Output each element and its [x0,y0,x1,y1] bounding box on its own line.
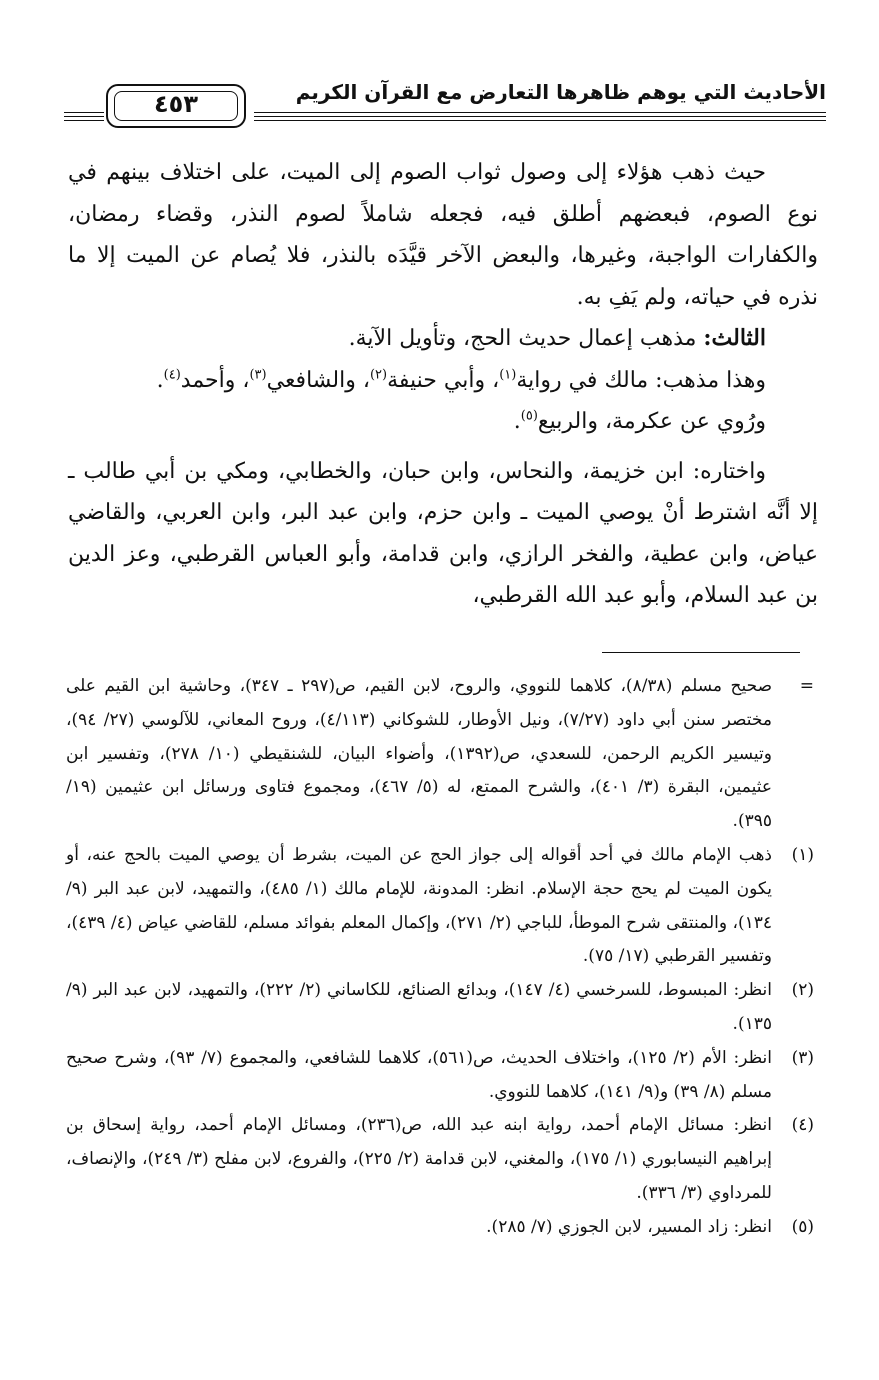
main-text [68,152,818,617]
footnote-ref: (٥) [520,408,538,424]
paragraph [68,401,818,443]
page-number-frame [106,84,246,128]
footnote-text: صحيح مسلم (٨/٣٨)، كلاهما للنووي، والروح، لابن القيم، ص(٢٩٧ ـ ٣٤٧)، وحاشية ابن القيم على مختصر سنن أبي داود (٧/٢٧)، ونيل الأوطار، للشوكاني (٤/١١٣)، وروح المعاني، للآلوسي (٢٧/ ٩٤)، وتيسير الكريم الرحمن، للسعدي، ص(١٣٩٢)، وأضواء البيان، للشنقيطي (١٠/ ٢٧٨)، وتفسير ابن عثيمين، البقرة (٣/ ٤٠١)، والشرح الممتع، له (٥/ ٤٦٧)، ومجموع فتاوى ورسائل ابن عثيمين (١٩/ ٣٩٥). [66,676,773,832]
paragraph-text: ، وأحمد [180,367,250,393]
footnote-marker: (٥) [791,1216,814,1237]
running-title: الأحاديث التي يوهم ظاهرها التعارض مع القرآن الكريم [295,80,826,104]
header-rule [64,112,104,113]
footnote [66,670,818,839]
header-rule [64,116,104,117]
footnote-marker: (١) [791,844,814,865]
header-rule [254,120,826,121]
paragraph: حيث ذهب هؤلاء إلى وصول ثواب الصوم إلى الميت، على اختلاف بينهم في نوع الصوم، فبعضهم أطلق فيه، فجعله شاملاً لصوم النذر، وقضاء رمضان، والكفارات الواجبة، وغيرها، والبعض الآخر قيَّدَه بالنذر، فلا يُصام عن الميت إلا ما نذره في حياته، ولم يَفِ به. [68,160,818,310]
footnote-ref: (٢) [369,367,388,383]
paragraph-text: . [156,367,164,393]
footnote-text: ذهب الإمام مالك في أحد أقواله إلى جواز الحج عن الميت، بشرط أن يوصي الميت بالحج عنه، أو يكون الميت لم يحج حجة الإسلام. انظر: المدونة، للإمام مالك (١/ ٤٨٥)، والتمهيد، لابن عبد البر (٩/ ١٣٤)، والمنتقى شرح الموطأ، للباجي (٢/ ٢٧١)، وإكمال المعلم بفوائد مسلم، للقاضي عياض (٤/ ٤٣٩)، وتفسير القرطبي (١٧/ ٧٥). [66,844,773,967]
running-header [64,72,826,130]
paragraph-text: وهذا مذهب: مالك في رواية [516,367,766,393]
footnotes [66,670,818,1245]
paragraph-text: . [513,409,521,434]
paragraph [68,318,818,360]
footnote [66,1109,818,1210]
footnote-text: انظر: مسائل الإمام أحمد، رواية ابنه عبد الله، ص(٢٣٦)، ومسائل الإمام أحمد، رواية إسحاق بن إبراهيم النيسابوري (١/ ١٧٥)، والمغني، لابن قدامة (٢/ ٢٢٥)، والفروع، لابن مفلح (٣/ ٢٤٩)، والإنصاف، للمرداوي (٣/ ٣٣٦). [66,1115,772,1203]
footnote-marker: (٢) [791,980,814,1001]
paragraph-text: ، وأبي حنيفة [387,367,500,393]
footnote-text: انظر: المبسوط، للسرخسي (٤/ ١٤٧)، وبدائع الصنائع، للكاساني (٢/ ٢٢٢)، والتمهيد، لابن عبد البر (٩/ ١٣٥). [66,980,772,1034]
footnote-separator [602,652,800,653]
paragraph-text: مذهب إعمال حديث الحج، وتأويل الآية. [348,326,704,351]
footnote [66,839,818,974]
footnote [66,974,818,1042]
footnote-ref: (٤) [163,367,181,383]
footnote-marker: (٤) [791,1115,814,1136]
header-rule [254,112,826,113]
footnote-text: انظر: الأم (٢/ ١٢٥)، واختلاف الحديث، ص(٥٦١)، كلاهما للشافعي، والمجموع (٧/ ٩٣)، وشرح صحيح مسلم (٨/ ٣٩) و(٩/ ١٤١)، كلاهما للنووي. [66,1047,772,1102]
paragraph: واختاره: ابن خزيمة، والنحاس، وابن حبان، والخطابي، ومكي بن أبي طالب ـ إلا أنَّه اشترط أنْ يوصي الميت ـ وابن حزم، وابن عبد البر، وابن العربي، والقاضي عياض، وابن عطية، والفخر الرازي، وابن قدامة، وأبو العباس القرطبي، وعز الدين بن عبد السلام، وأبو عبد الله القرطبي، [68,458,818,608]
footnote-marker: = [799,676,814,696]
paragraph [68,360,818,402]
footnote [66,1042,818,1110]
footnote-marker: (٣) [791,1047,814,1068]
footnote-ref: (٣) [249,367,267,383]
header-rule [64,120,104,121]
footnote [66,1211,818,1245]
footnote-ref: (١) [499,367,517,383]
section-label: الثالث: [703,325,766,351]
paragraph-text: ، والشافعي [266,367,370,393]
paragraph-text: ورُوي عن عكرمة، والربيع [537,409,766,434]
page-number: ٤٥٣ [154,90,198,118]
header-rule [254,116,826,117]
footnote-text: انظر: زاد المسير، لابن الجوزي (٧/ ٢٨٥). [486,1216,772,1237]
